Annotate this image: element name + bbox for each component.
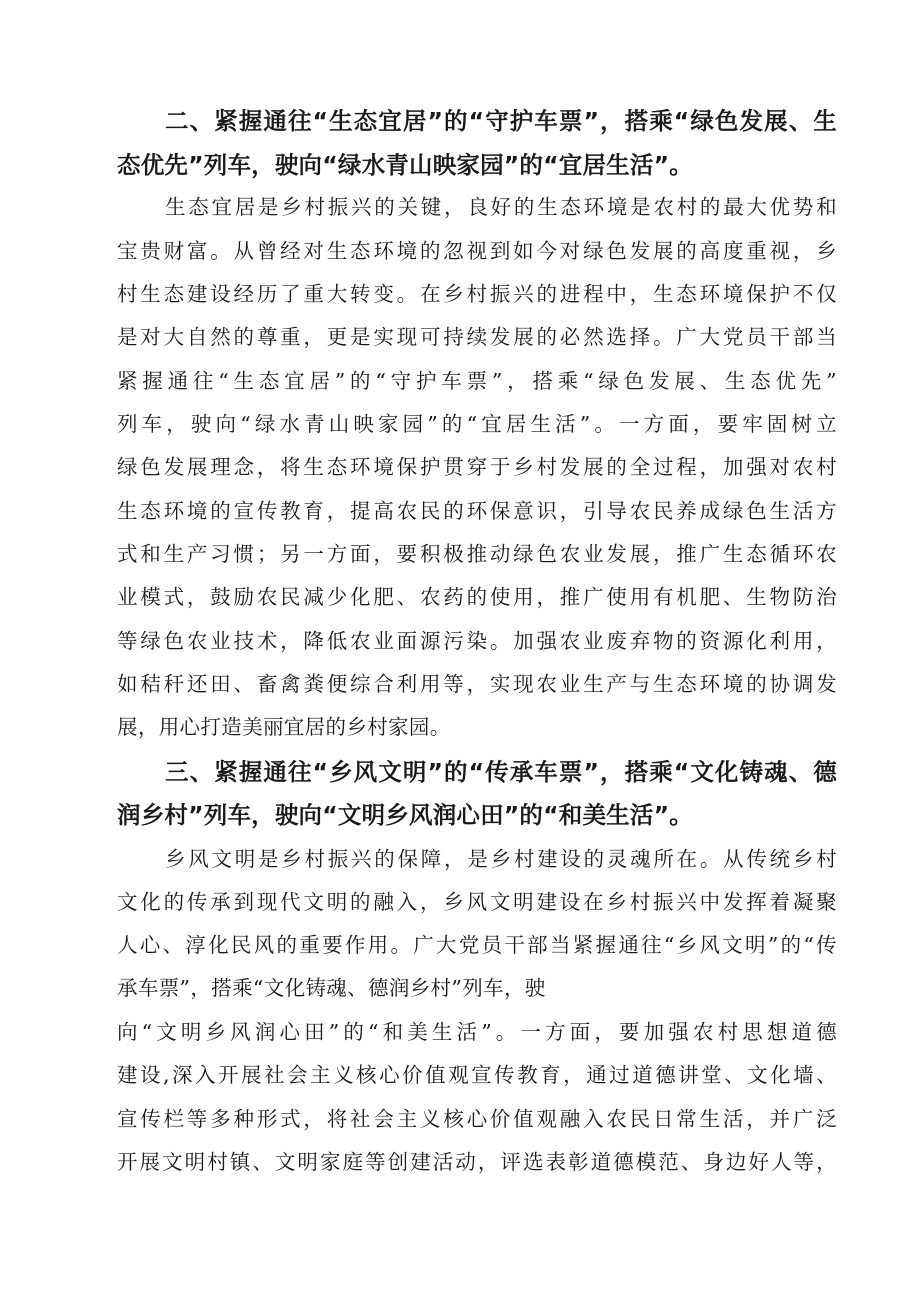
section-3-body-line-5: 向“文明乡风润心田”的“和美生活”。一方面，要加强农村思想道德	[117, 1020, 837, 1044]
section-2-body-line-10: 业模式，鼓励农民减少化肥、农药的使用，推广使用有机肥、生物防治	[117, 585, 837, 609]
section-3-body-line-3: 人心、淳化民风的重要作用。广大党员干部当紧握通往“乡风文明”的“传	[117, 933, 837, 957]
section-3-body-line-8: 开展文明村镇、文明家庭等创建活动，评选表彰道德模范、身边好人等，	[117, 1150, 837, 1174]
section-2-body-line-3: 村生态建设经历了重大转变。在乡村振兴的进程中，生态环境保护不仅	[117, 282, 837, 306]
section-2-body-line-12: 如秸秆还田、畜禽粪便综合利用等，实现农业生产与生态环境的协调发	[117, 672, 837, 696]
section-2-body-line-4: 是对大自然的尊重，更是实现可持续发展的必然选择。广大党员干部当	[117, 325, 837, 349]
section-2-body-line-5: 紧握通往“生态宜居”的“守护车票”，搭乘“绿色发展、生态优先”	[117, 369, 837, 393]
section-3-body-line-4: 承车票”，搭乘“文化铸魂、德润乡村”列车，驶	[117, 976, 546, 1000]
section-2-body-line-1: 生态宜居是乡村振兴的关键，良好的生态环境是农村的最大优势和	[165, 195, 837, 219]
section-3-heading-line-2: 润乡村”列车，驶向“文明乡风润心田”的“和美生活”。	[117, 801, 693, 829]
section-2-body-line-6: 列车，驶向“绿水青山映家园”的“宜居生活”。一方面，要牢固树立	[117, 412, 837, 436]
section-2-body-line-13: 展，用心打造美丽宜居的乡村家园。	[117, 715, 451, 739]
section-2-body-line-11: 等绿色农业技术，降低农业面源污染。加强农业废弃物的资源化利用，	[117, 629, 837, 653]
section-3-heading-line-1: 三、紧握通往“乡风文明”的“传承车票”，搭乘“文化铸魂、德	[165, 758, 837, 786]
section-2-heading-line-2: 态优先”列车，驶向“绿水青山映家园”的“宜居生活”。	[117, 151, 693, 179]
section-2-body-line-7: 绿色发展理念，将生态环境保护贯穿于乡村发展的全过程，加强对农村	[117, 455, 837, 479]
section-2-body-line-8: 生态环境的宣传教育，提高农民的环保意识，引导农民养成绿色生活方	[117, 499, 837, 523]
section-3-body-line-6: 建设,深入开展社会主义核心价值观宣传教育，通过道德讲堂、文化墙、	[117, 1063, 837, 1087]
section-3-body-line-7: 宣传栏等多种形式，将社会主义核心价值观融入农民日常生活，并广泛	[117, 1107, 837, 1131]
section-2-body-line-9: 式和生产习惯；另一方面，要积极推动绿色农业发展，推广生态循环农	[117, 542, 837, 566]
section-2-body-line-2: 宝贵财富。从曾经对生态环境的忽视到如今对绿色发展的高度重视，乡	[117, 239, 837, 263]
section-2-heading-line-1: 二、紧握通往“生态宜居”的“守护车票”，搭乘“绿色发展、生	[165, 107, 837, 135]
section-3-body-line-1: 乡风文明是乡村振兴的保障，是乡村建设的灵魂所在。从传统乡村	[165, 847, 837, 871]
section-3-body-line-2: 文化的传承到现代文明的融入，乡风文明建设在乡村振兴中发挥着凝聚	[117, 890, 837, 914]
